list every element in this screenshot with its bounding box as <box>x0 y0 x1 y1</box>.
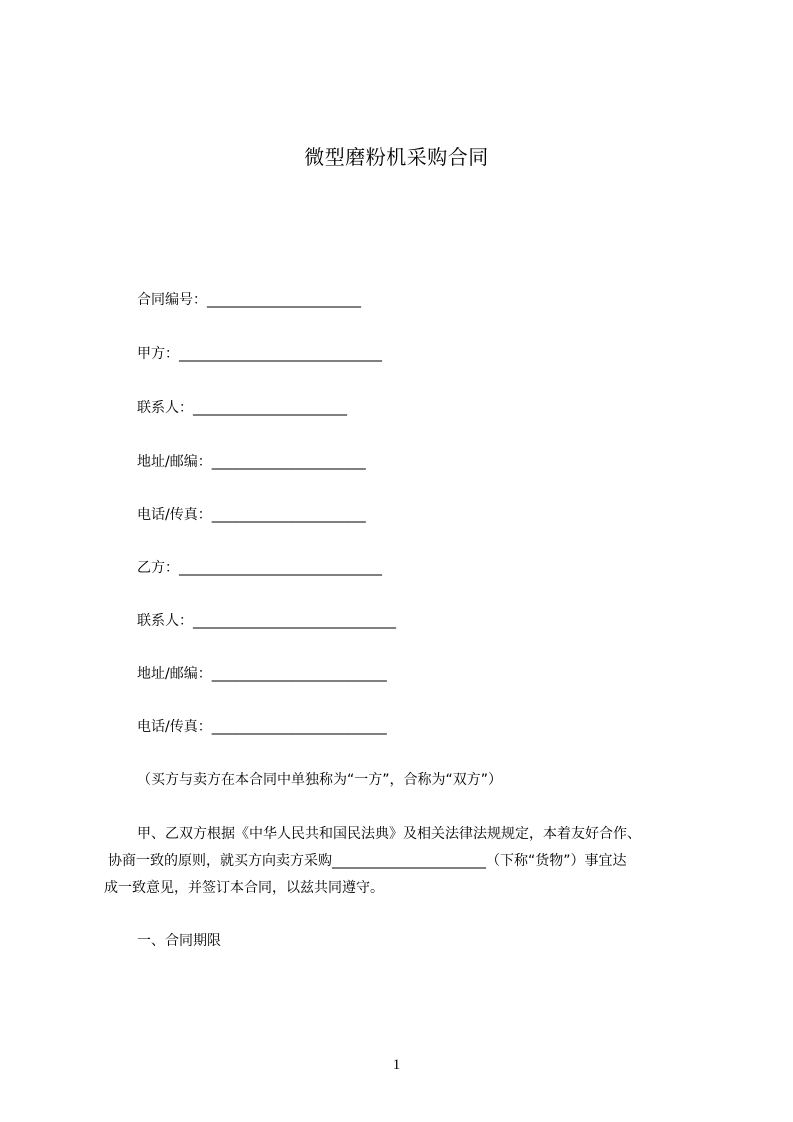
parties-note: （买方与卖方在本合同中单独称为“一方”，合称为“双方”） <box>137 772 503 788</box>
intro-paragraph-line-1: 甲、乙双方根据《中华人民共和国民法典》及相关法律法规规定，本着友好合作、 <box>137 826 641 842</box>
party-b-address-field: 地址/邮编：_________________________ <box>137 666 387 682</box>
contract-number-field: 合同编号：______________________ <box>137 292 361 308</box>
intro-paragraph-line-3: 成一致意见，并签订本合同，以兹共同遵守。 <box>104 880 384 896</box>
party-a-contact-field: 联系人：______________________ <box>137 400 347 416</box>
party-a-phone-field: 电话/传真：______________________ <box>137 507 366 523</box>
page-number: 1 <box>392 1057 401 1073</box>
intro-paragraph-line-2: 协商一致的原则，就买方向卖方采购______________________（下称“货物”）事宜达 <box>108 853 627 869</box>
party-a-field: 甲方：_____________________________ <box>137 346 382 362</box>
section-heading-contract-term: 一、合同期限 <box>137 933 221 949</box>
party-b-phone-field: 电话/传真：_________________________ <box>137 719 387 735</box>
party-b-contact-field: 联系人：_____________________________ <box>137 613 396 629</box>
party-a-address-field: 地址/邮编：______________________ <box>137 454 366 470</box>
party-b-field: 乙方：_____________________________ <box>137 560 382 576</box>
document-title: 微型磨粉机采购合同 <box>304 145 489 169</box>
